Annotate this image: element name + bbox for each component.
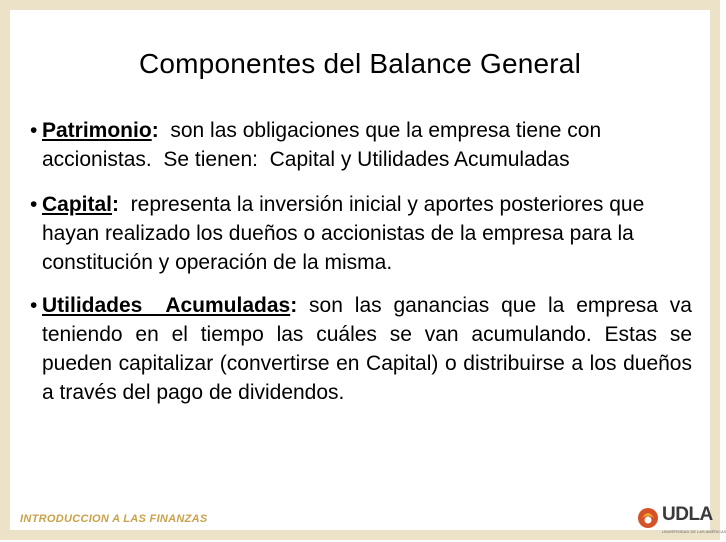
- footer-course-title: INTRODUCCION A LAS FINANZAS: [20, 513, 208, 525]
- bullet-text: [30, 190, 692, 277]
- logo-subtitle: UNIVERSIDAD DE LAS AMÉRICAS: [662, 529, 726, 534]
- udla-logo-icon: [636, 502, 662, 542]
- bullet-term: Utilidades Acumuladas: [42, 294, 291, 317]
- bullet-term: Patrimonio: [42, 119, 152, 142]
- bullet-body: representa la inversión inicial y aportes posteriores que hayan realizado los dueños o accionistas de la empresa para la constitución y operación de la misma.: [42, 193, 651, 274]
- bullet-text: [30, 116, 692, 174]
- bullet-dot: •: [30, 294, 38, 317]
- bullet-body: son las ganancias que la empresa va teniendo en el tiempo las cuáles se van acumulando. Estas se pueden capitalizar (convertirse en Capital) o distribuirse a los dueños a través del pago de dividendos.: [42, 294, 692, 404]
- udla-logo: [636, 502, 726, 542]
- bullet-patrimonio: [30, 116, 692, 174]
- slide-title: Componentes del Balance General: [138, 48, 582, 79]
- bullet-utilidades: [30, 291, 692, 407]
- bullet-body: son las obligaciones que la empresa tiene con accionistas. Se tienen: Capital y Utilidades Acumuladas: [42, 119, 607, 171]
- bullet-text: [30, 291, 692, 407]
- logo-name: UDLA: [662, 504, 713, 525]
- bullet-colon: :: [112, 193, 120, 216]
- bullet-colon: :: [290, 294, 298, 317]
- bullet-dot: •: [30, 193, 38, 216]
- bullet-capital: [30, 190, 692, 277]
- bullet-colon: :: [151, 119, 159, 142]
- bullet-term: Capital: [42, 193, 113, 216]
- bullet-dot: •: [30, 119, 38, 142]
